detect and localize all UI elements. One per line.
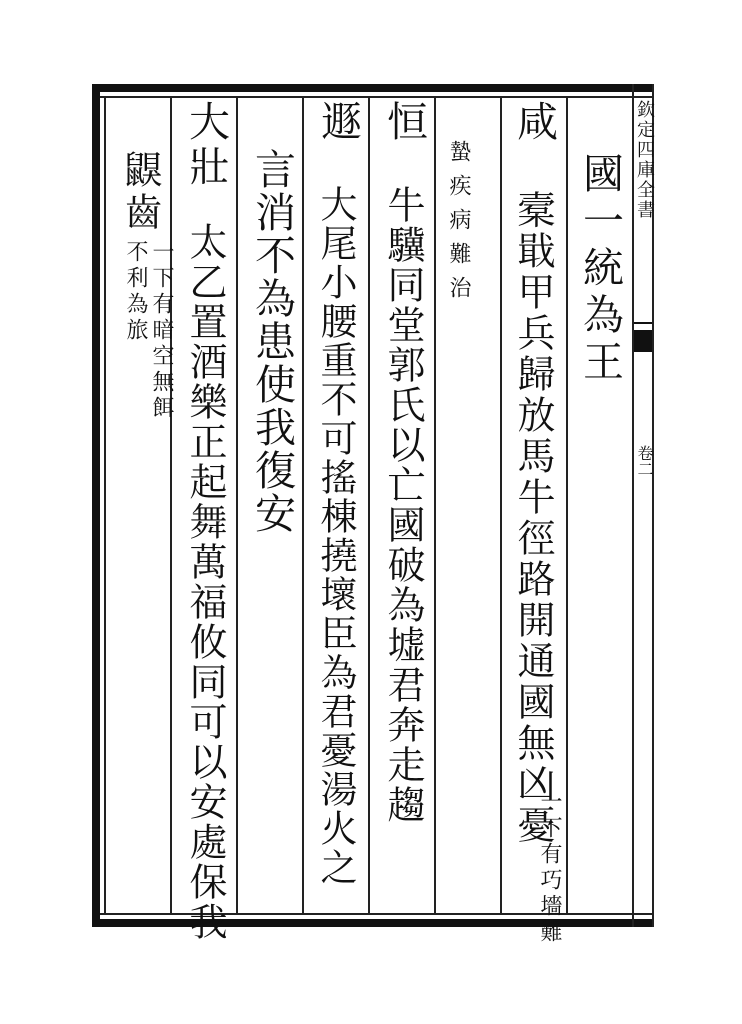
column-rule bbox=[302, 98, 304, 913]
margin-title: 欽定四庫全書 bbox=[634, 100, 655, 220]
entry-text: 鼳齒 bbox=[118, 150, 162, 234]
annotation: 一下有暗空無餌不利為旅 bbox=[123, 240, 174, 422]
border-top-inner bbox=[92, 96, 652, 98]
annotation: 蟄疾病難治 bbox=[446, 140, 471, 310]
entry-text: 太乙置酒樂正起舞萬福攸同可以安處保我 bbox=[183, 222, 227, 942]
margin-juan: 卷二 bbox=[635, 445, 654, 477]
column-rule bbox=[434, 98, 436, 913]
annotation: 一下有巧墻難 bbox=[537, 790, 562, 946]
column-rule bbox=[500, 98, 502, 913]
column-rule bbox=[236, 98, 238, 913]
border-top bbox=[92, 84, 652, 92]
column-rule bbox=[566, 98, 568, 913]
entry-head: 咸 bbox=[510, 100, 558, 145]
fish-tail-mark bbox=[634, 330, 652, 352]
entry-head: 恒 bbox=[380, 100, 428, 145]
column-rule bbox=[368, 98, 370, 913]
entry-text: 國一統為王 bbox=[576, 152, 624, 387]
entry-text: 槖戢甲兵歸放馬牛徑路開通國無凶憂 bbox=[511, 190, 555, 846]
entry-head: 大壯 bbox=[182, 100, 230, 190]
border-left bbox=[92, 84, 100, 927]
column-rule bbox=[170, 98, 172, 913]
border-bottom bbox=[92, 919, 652, 927]
fish-tail-line bbox=[634, 322, 652, 324]
border-bottom-inner bbox=[92, 913, 652, 915]
entry-head: 遯 bbox=[314, 100, 362, 145]
border-left-inner bbox=[104, 96, 106, 915]
entry-text: 大尾小腰重不可搖棟撓壞臣為君憂湯火之 bbox=[314, 185, 357, 887]
entry-text: 言消不為患使我復安 bbox=[248, 148, 296, 535]
entry-text: 牛驥同堂郭氏以亡國破為墟君奔走趨 bbox=[381, 185, 425, 825]
